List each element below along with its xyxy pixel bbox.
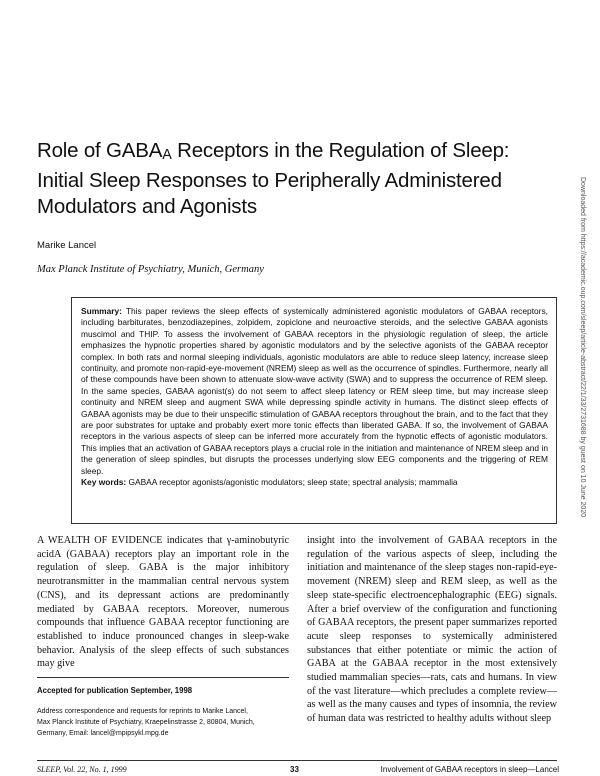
correspondence-address [37,706,293,739]
page-number: 33 [290,765,299,774]
running-title: Involvement of GABAA receptors in sleep—Lancel [380,765,559,774]
keywords-label: Key words: [81,477,127,488]
body-column-right: insight into the involvement of GABAA receptors in the regulation of the various aspects of sleep, including the initiation and maintenance of the sleep stages non-rapid-eye-movement (NREM) sleep and REM sleep, as well as the sleep state-specific electroencephalographic (EEG) signals. After a brief overview of the configuration and functioning of GABAA receptors, the present paper summarizes reported acute sleep responses to systemically administered substances that either potentiate or mimic the action of GABA at the GABAA receptor in the most extensively studied mammalian species—rats, cats and humans. In view of the vast literature—which precludes a complete review—as well as the many causes and types of insomnia, the review of human data was restricted to healthy adults without sleep [307,535,557,725]
title-line-3: Modulators and Agonists [37,195,257,219]
title-line-1: Role of GABAA Receptors in the Regulation of Sleep: [37,139,510,164]
keywords [81,477,548,488]
summary-paragraph [81,306,548,477]
address-line: Max Planck Institute of Psychiatry, Kraepelinstrasse 2, 80804, Munich, [37,719,255,726]
article-title [37,138,557,220]
accepted-note: Accepted for publication September, 1998 [37,686,193,695]
affiliation: Max Planck Institute of Psychiatry, Munich, Germany [37,264,264,275]
summary-text: This paper reviews the sleep effects of systemically administered agonistic modulators of GABAA receptors, including barbiturates, benzodiazepines, zolpidem, zopiclone and neuroactive steroids, and the selective GABAA agonists muscimol and THIP. To assess the involvement of GABAA receptors in the physiologic regulation of sleep, the article emphasizes the hypnotic properties shared by agonistic modulators and by the selective agonists of the GABAA receptor complex. In both rats and normal sleeping individuals, agonistic modulators are able to reduce sleep latency, increase sleep continuity, and promote non-rapid-eye-movement (NREM) sleep as well as the occurrence of spindles. Furthermore, nearly all of these compounds have been shown to attenuate slow-wave activity (SWA) and to suppress the occurrence of REM sleep. In the same species, GABAA agonist(s) do not seem to affect sleep latency or REM sleep time, but may increase sleep continuity and NREM sleep and augment SWA while depressing spindle activity in humans. The distinct sleep effects of GABAA agonists may be due to their unspecific stimulation of GABAA receptors throughout the brain, and to the fact that they are poor substrates for uptake and probably exert more tonic effects than liberated GABA. If so, the involvement of GABAA receptors in the various aspects of sleep can be inferred more accurately from the hypnotic effects of agonistic modulators. This implies that an activation of GABAA receptors plays a crucial role in the initiation and maintenance of NREM sleep and in the generation of sleep spindles, but disrupts the processes underlying slow EEG components and the triggering of REM sleep. [81,306,548,476]
summary-label: Summary: [81,306,122,316]
title-line-2: Initial Sleep Responses to Peripherally Administered [37,169,502,193]
address-line: Germany, Email: lancel@mpipsykl.mpg.de [37,730,169,737]
footer-divider [37,760,557,761]
keywords-text: GABAA receptor agonists/agonistic modulators; sleep state; spectral analysis; mammalia [128,477,458,488]
address-line: Address correspondence and requests for reprints to Marike Lancel, [37,708,248,715]
footnote-divider [37,677,289,678]
author-name: Marike Lancel [37,240,97,251]
footer-journal: SLEEP, Vol. 22, No. 1, 1999 [37,765,127,774]
abstract-box [71,297,557,524]
body-column-left: A WEALTH OF EVIDENCE indicates that γ-aminobutyric acidA (GABAA) receptors play an important role in the regulation of sleep. GABA is the major inhibitory neurotransmitter in the mammalian central nervous system (CNS), and its depressant actions are predominantly mediated by GABAA receptors. Moreover, numerous compounds that influence GABAA receptor functioning are established to induce pronounced changes in sleep-wake behavior. Analysis of the sleep effects of such substances may give [37,535,289,670]
download-watermark: Downloaded from https://academic.oup.com/sleep/article-abstract/22/1/33/2731688 by guest on 10 June 2020 [579,177,586,518]
